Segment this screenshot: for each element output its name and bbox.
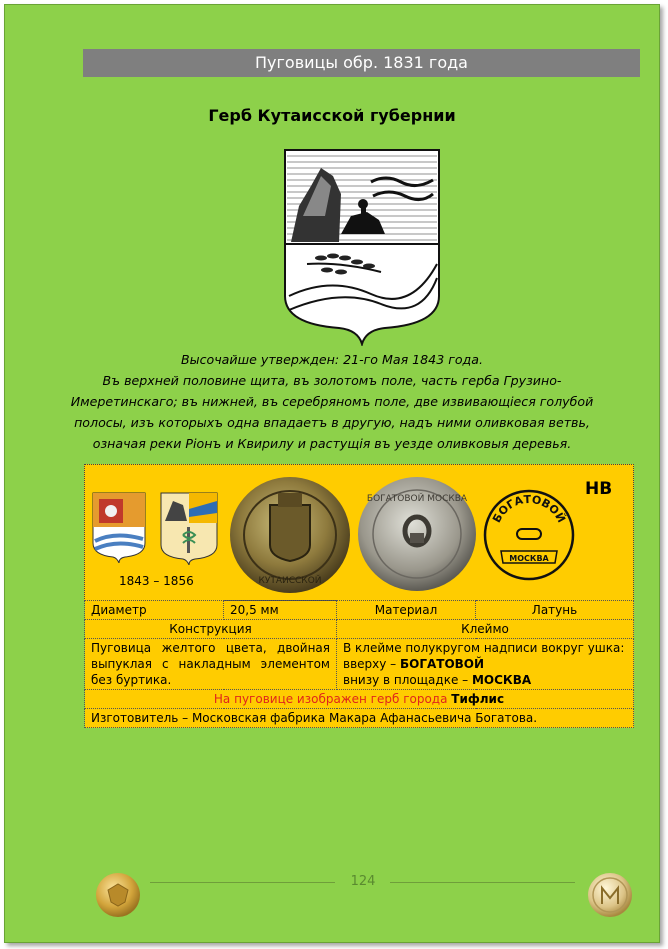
page: [4, 4, 660, 943]
monogram-button-icon: [587, 872, 633, 918]
description-line: означая реки Рiонъ и Квирилу и растущiя въ уезде оливковыя деревья.: [92, 436, 572, 451]
kutais-coat-icon: [91, 491, 147, 563]
material-value: Латунь: [476, 601, 634, 620]
table-row: [85, 620, 634, 639]
page-number: 124: [350, 874, 376, 889]
city-note-prefix: На пуговице изображен герб города: [213, 692, 452, 706]
svg-text:БОГАТОВОЙ: [490, 493, 568, 525]
table-row: [85, 690, 634, 709]
table-row: [85, 601, 634, 620]
diameter-value: 20,5 мм: [224, 601, 337, 620]
stamp-bottom-text: МОСКВА: [509, 554, 549, 563]
coat-of-arms-image: [281, 146, 443, 346]
stamp-top-text: БОГАТОВОЙ: [490, 492, 568, 525]
gold-eagle-button-icon: [95, 872, 141, 918]
diameter-label: Диаметр: [85, 601, 224, 620]
mark-bottom-prefix: внизу в площадке –: [343, 673, 472, 687]
rarity-label: НВ: [585, 479, 613, 499]
button-info-table: [84, 600, 634, 728]
mark-line: В клейме полукругом надписи вокруг ушка:: [343, 641, 625, 655]
button-back-photo: [356, 475, 478, 593]
section-title-bar: [83, 49, 640, 77]
coat-description: [35, 349, 629, 454]
mark-top-prefix: вверху –: [343, 657, 400, 671]
button-rim-text: КУТАИССКОЙ: [258, 576, 322, 586]
maker-stamp-drawing: [483, 489, 575, 581]
construction-label: Конструкция: [85, 620, 337, 639]
material-label: Материал: [337, 601, 476, 620]
description-line: Высочайше утвержден: 21-го Мая 1843 года.: [181, 352, 483, 367]
back-rim-text: БОГАТОВОЙ МОСКВА: [366, 494, 468, 504]
section-title: Пуговицы обр. 1831 года: [255, 53, 468, 72]
city-name: Тифлис: [451, 692, 505, 706]
mark-line: [343, 672, 627, 688]
footer-rule-right: [390, 882, 575, 883]
button-front-photo: [228, 475, 352, 595]
mark-bottom-value: МОСКВА: [471, 673, 532, 687]
footer-rule-left: [150, 882, 335, 883]
table-row: [85, 639, 634, 690]
page-heading: Герб Кутаисской губернии: [208, 106, 456, 125]
years-label: 1843 – 1856: [119, 574, 194, 588]
construction-text: Пуговица желтого цвета, двойная выпуклая с накладным элементом без буртика.: [85, 639, 337, 690]
city-note: [85, 690, 634, 709]
mark-label: Клеймо: [337, 620, 634, 639]
mark-top-value: БОГАТОВОЙ: [399, 657, 485, 671]
mark-text: [337, 639, 634, 690]
description-line: полосы, изъ которыхъ одна впадаетъ в другую, надъ ними оливковая ветвь,: [74, 415, 590, 430]
tiflis-coat-icon: [159, 491, 219, 565]
description-line: Въ верхней половине щита, въ золотомъ поле, часть герба Грузино-: [102, 373, 562, 388]
maker-text: Изготовитель – Московская фабрика Макара Афанасьевича Богатова.: [85, 709, 634, 728]
description-line: Имеретинскаго; въ нижней, въ серебряномъ поле, две извивающiеся голубой: [70, 394, 594, 409]
table-row: [85, 709, 634, 728]
mark-line: [343, 656, 627, 672]
